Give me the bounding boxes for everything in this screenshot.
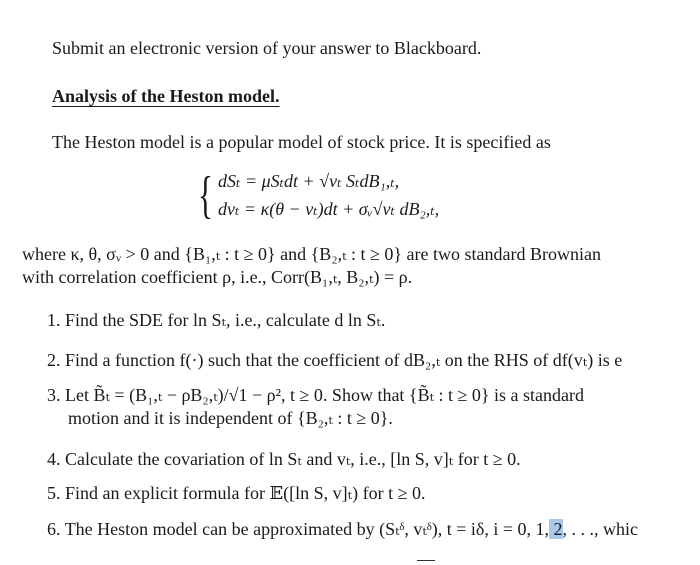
item-number: 1. <box>47 310 61 330</box>
equation-stock-price: dSₜ = μSₜdt + √vₜ SₜdB₁,ₜ, <box>218 171 400 191</box>
item-number: 3. <box>47 385 61 405</box>
item-text-after: , . . ., whic <box>562 519 639 539</box>
item-text: Find a function f(·) such that the coefficient of dB₂,ₜ on the RHS of df(vₜ) is e <box>65 350 623 370</box>
list-item-continuation: motion and it is independent of {B₂,ₜ : t ≥ 0}. <box>68 408 393 428</box>
partial-overline <box>417 560 435 561</box>
text-selection-highlight[interactable]: 2 <box>549 519 563 539</box>
list-item <box>47 483 425 504</box>
equation-brace: { <box>198 167 213 224</box>
item-number: 2. <box>47 350 61 370</box>
item-text: Let B̃ₜ = (B₁,ₜ − ρB₂,ₜ)/√1 − ρ², t ≥ 0. Show that {B̃ₜ : t ≥ 0} is a standard <box>65 385 585 405</box>
item-number: 4. <box>47 449 61 469</box>
list-item <box>47 350 622 371</box>
list-item <box>47 519 638 540</box>
equation-variance: dvₜ = κ(θ − vₜ)dt + σᵥ√vₜ dB₂,ₜ, <box>218 199 440 219</box>
item-number: 6. <box>47 519 61 539</box>
item-number: 5. <box>47 483 61 503</box>
item-text: Find the SDE for ln Sₜ, i.e., calculate d ln Sₜ. <box>65 310 386 330</box>
section-heading: Analysis of the Heston model. <box>52 86 280 106</box>
list-item <box>47 385 584 406</box>
list-item <box>47 449 521 470</box>
item-text: Calculate the covariation of ln Sₜ and vₜ, i.e., [ln S, v]ₜ for t ≥ 0. <box>65 449 521 469</box>
paragraph-intro: The Heston model is a popular model of stock price. It is specified as <box>52 132 551 152</box>
item-text: The Heston model can be approximated by (Sₜᵟ, vₜᵟ), t = iδ, i = 0, 1, <box>64 519 550 539</box>
paragraph-where-line2: with correlation coefficient ρ, i.e., Corr(B₁,ₜ, B₂,ₜ) = ρ. <box>22 267 413 287</box>
paragraph-where-line1: where κ, θ, σᵥ > 0 and {B₁,ₜ : t ≥ 0} and {B₂,ₜ : t ≥ 0} are two standard Brownian <box>22 244 601 264</box>
intro-text: Submit an electronic version of your answer to Blackboard. <box>52 38 482 58</box>
list-item <box>47 310 385 331</box>
item-text: Find an explicit formula for 𝔼([ln S, v]ₜ) for t ≥ 0. <box>65 483 426 503</box>
